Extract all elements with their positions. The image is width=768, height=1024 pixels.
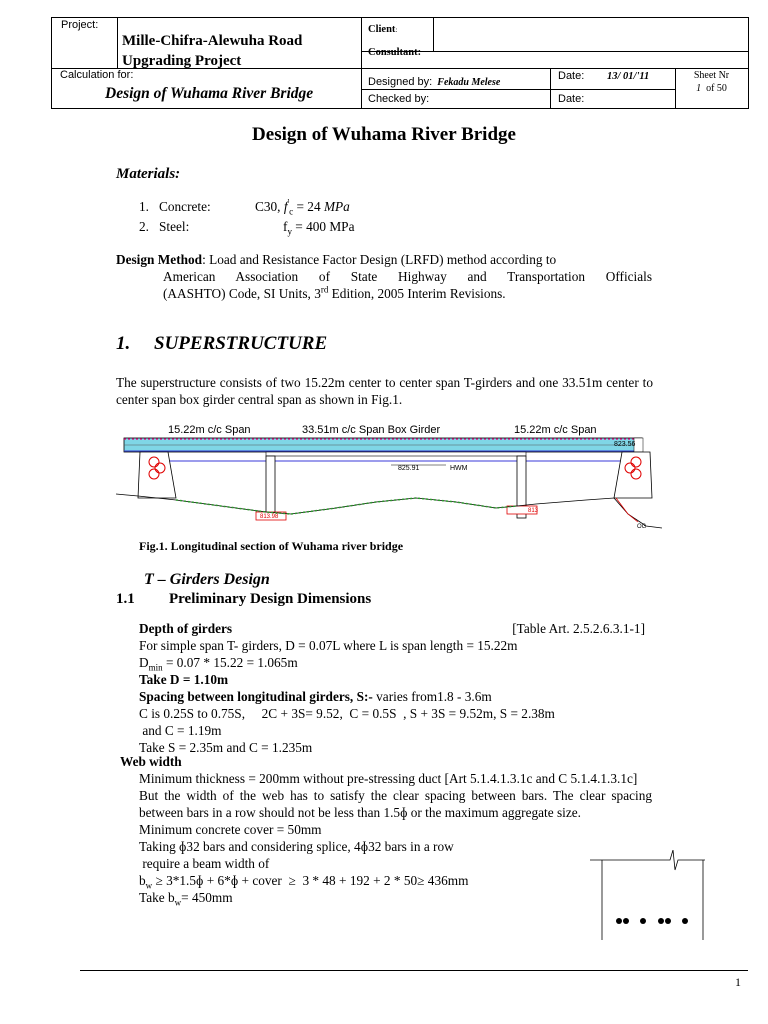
sheet-label: Sheet Nr (693, 70, 730, 81)
header-table (51, 17, 749, 109)
left-base-elevation: 813.98 (260, 514, 279, 520)
bridge-longitudinal-section-figure (116, 418, 662, 538)
design-method-text: Edition, 2005 Interim Revisions. (328, 286, 506, 301)
design-method-label: Design Method (116, 252, 203, 267)
hwm-label: HWM (450, 465, 468, 472)
rebar (665, 918, 671, 924)
text-line: = 450mm (181, 890, 233, 905)
text-paragraph: Minimum thickness = 200mm without pre-stressing duct [Art 5.1.4.1.3.1c and C 5.1.4.1.3.1c] (139, 771, 638, 786)
date-label: Date: (558, 70, 585, 82)
depth-of-girders-block (139, 620, 649, 756)
client-suffix: : (395, 26, 398, 34)
text-line: = 0.07 * 15.22 = 1.065m (162, 655, 298, 670)
sheet-of: of (706, 83, 715, 94)
spacing-heading: Spacing between longitudinal girders, S:- (139, 689, 373, 704)
date-value: 13/ 01/'11 (607, 71, 650, 82)
text-line: C is 0.25S to 0.75S, 2C + 3S= 9.52, C = 0.5S , S + 3S = 9.52m, S = 2.38m (139, 706, 555, 721)
text-line: For simple span T- girders, D = 0.07L where L is span length = 15.22m (139, 638, 518, 653)
depth-reference: [Table Art. 2.5.2.6.3.1-1] (512, 621, 645, 636)
figure-caption: Fig.1. Longitudinal section of Wuhama river bridge (139, 539, 404, 553)
section-1-paragraph: The superstructure consists of two 15.22m center to center span T-girders and one 33.51m center to center span box girder central span as shown in Fig.1. (116, 375, 653, 407)
text-sub: w (174, 897, 182, 908)
design-method-text: : Load and Resistance Factor Design (LRFD) method according to (202, 252, 557, 267)
material-symbol-sup: ' (287, 197, 290, 208)
text-line: b (139, 873, 146, 888)
text-line: require a beam width of (139, 856, 270, 871)
material-value: = 24 (296, 199, 321, 214)
material-label: Concrete: (159, 199, 211, 214)
page-number: 1 (735, 975, 741, 989)
text-paragraph: But the width of the web has to satisfy the clear spacing between bars. The clear spacing between bars in a row should not be less than 1.5ɸ or the maximum aggregate size. (139, 788, 652, 820)
client-label: Client (368, 24, 396, 35)
design-method-text: American Association of State Highway and Transportation Officials (163, 269, 652, 284)
text-sub: min (148, 662, 163, 673)
material-symbol-sub: y (287, 226, 292, 237)
box-girder-bottom (266, 452, 526, 456)
depth-heading: Depth of girders (139, 621, 233, 636)
material-value: C30, (255, 199, 281, 214)
text-line: Minimum concrete cover = 50mm (139, 822, 322, 837)
sheet-number: 1 (696, 83, 702, 94)
text-sub: w (145, 880, 153, 891)
text-line: Take S = 2.35m and C = 1.235m (139, 740, 313, 755)
beam-section-sketch (585, 850, 710, 942)
right-base-elevation: 813 (528, 508, 539, 514)
material-number: 1. (139, 199, 149, 214)
material-symbol: f (283, 219, 288, 234)
materials-heading: Materials: (116, 166, 181, 182)
og-label: OG (637, 524, 647, 530)
subsection-1-1 (116, 591, 372, 608)
subsection-title: Preliminary Design Dimensions (169, 591, 372, 607)
project-name-line2: Upgrading Project (122, 53, 242, 69)
left-abutment (138, 452, 176, 498)
top-elevation-label: 823.56 (614, 441, 636, 448)
designed-label: Designed by: (368, 76, 433, 88)
material-symbol-sub: c (289, 206, 294, 217)
material-value: = 400 MPa (295, 219, 355, 234)
project-name-line1: Mille-Chifra-Alewuha Road (122, 33, 303, 49)
footer-rule (80, 970, 748, 971)
project-label: Project: (61, 19, 99, 31)
right-abutment (614, 452, 652, 498)
material-number: 2. (139, 219, 149, 234)
design-method-sup: rd (320, 284, 329, 295)
ground-line (116, 494, 662, 528)
text-line: Take D = 1.10m (139, 672, 229, 687)
rebar (682, 918, 688, 924)
web-width-heading: Web width (120, 754, 182, 769)
mid-span-label: 33.51m c/c Span Box Girder (302, 424, 441, 436)
designed-value: Fekadu Melese (437, 77, 501, 88)
material-symbol: f (283, 199, 288, 214)
web-width-block (139, 770, 652, 906)
right-span-label: 15.22m c/c Span (514, 424, 597, 436)
material-steel-row (139, 218, 355, 237)
text-line: ≥ 3*1.5ɸ + 6*ɸ + cover ≥ 3 * 48 + 192 + 2 * 50≥ 436mm (152, 873, 469, 888)
sketch-top-line (590, 850, 705, 870)
text-line: Take b (139, 890, 175, 905)
calc-value: Design of Wuhama River Bridge (105, 85, 314, 102)
rebar (623, 918, 629, 924)
riverbed-line (176, 498, 517, 514)
text-line: Taking ɸ32 bars and considering splice, 4ɸ32 bars in a row (139, 839, 454, 854)
text-line: D (139, 655, 149, 670)
text-line: varies from1.8 - 3.6m (372, 689, 492, 704)
subsection-number: 1.1 (116, 591, 135, 607)
t-girders-heading: T – Girders Design (144, 571, 270, 588)
left-span-label: 15.22m c/c Span (168, 424, 251, 436)
document-title: Design of Wuhama River Bridge (252, 124, 516, 145)
checked-label: Checked by: (368, 93, 430, 105)
material-unit: MPa (323, 199, 350, 214)
sheet-total: 50 (716, 83, 727, 94)
design-method-paragraph (116, 251, 652, 302)
section-1-heading: 1. SUPERSTRUCTURE (116, 333, 328, 354)
material-label: Steel: (159, 219, 190, 234)
date-label-2: Date: (558, 93, 585, 105)
text-line: and C = 1.19m (139, 723, 222, 738)
rebar (658, 918, 664, 924)
consultant-label: Consultant: (368, 47, 422, 58)
design-method-text: (AASHTO) Code, SI Units, 3 (163, 286, 321, 301)
rebar (616, 918, 622, 924)
rebar (640, 918, 646, 924)
hwm-elevation-label: 825.91 (398, 465, 420, 472)
material-concrete-row (139, 197, 350, 217)
calc-label: Calculation for: (60, 69, 134, 81)
left-pier (266, 456, 275, 518)
